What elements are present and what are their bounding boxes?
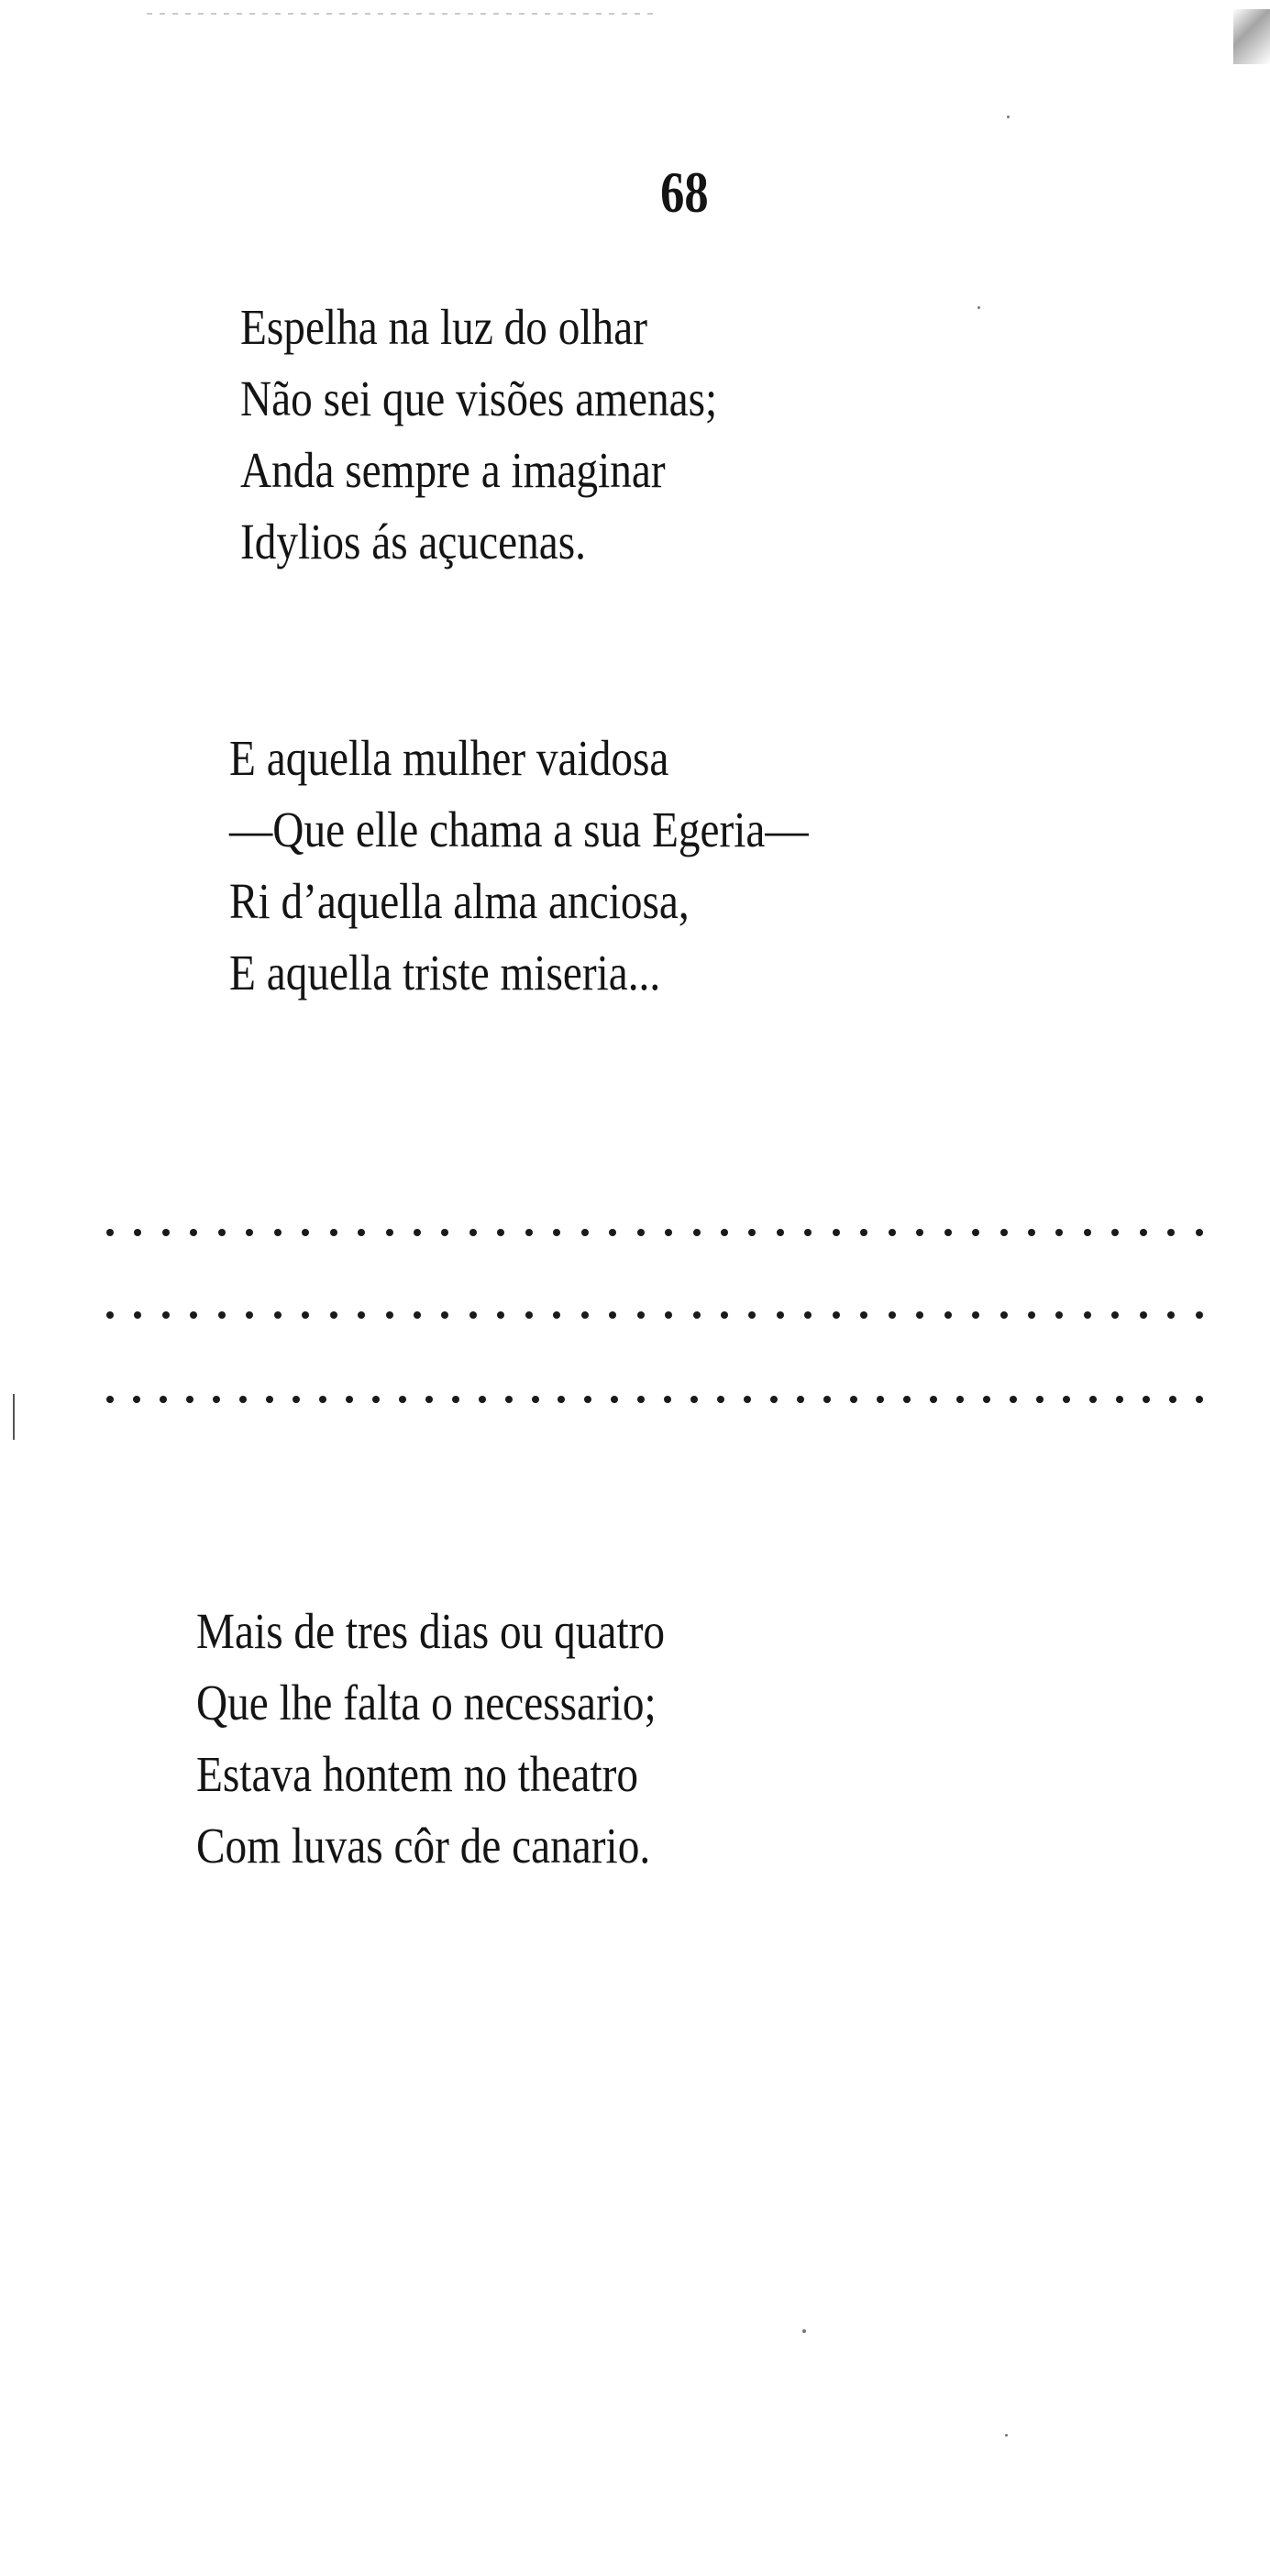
- ellipsis-dot: [903, 1396, 911, 1403]
- ellipsis-dot: [346, 1396, 353, 1403]
- verse-line: Estava hontem no theatro: [196, 1746, 639, 1802]
- ellipsis-row: [106, 1310, 1203, 1321]
- ellipsis-dot: [399, 1396, 406, 1403]
- ellipsis-dot: [804, 1229, 812, 1236]
- verse-line: E aquella triste miseria...: [229, 945, 661, 1001]
- ellipsis-dot: [833, 1229, 840, 1236]
- ellipsis-dot: [721, 1229, 728, 1236]
- verse-line: Espelha na luz do olhar: [240, 299, 647, 355]
- stanza-1: [240, 292, 795, 578]
- ellipsis-dot: [581, 1229, 589, 1236]
- ellipsis-dot: [274, 1229, 282, 1236]
- ellipsis-dot: [972, 1311, 979, 1319]
- ellipsis-dot: [777, 1311, 784, 1319]
- ellipsis-dot: [1167, 1229, 1175, 1236]
- ellipsis-dot: [186, 1396, 193, 1403]
- ellipsis-dot: [1000, 1229, 1008, 1236]
- ellipsis-dot: [162, 1229, 170, 1236]
- ellipsis-dot: [553, 1229, 560, 1236]
- ellipsis-dot: [266, 1396, 273, 1403]
- ellipsis-dot: [693, 1311, 701, 1319]
- ellipsis-row: [106, 1227, 1203, 1238]
- verse-line: E aquella mulher vaidosa: [229, 730, 669, 786]
- ellipsis-dot: [823, 1396, 831, 1403]
- ellipsis-dot: [944, 1311, 952, 1319]
- ellipsis-dot: [611, 1396, 618, 1403]
- verse-line: Com luvas côr de canario.: [196, 1818, 651, 1874]
- ellipsis-dot: [441, 1229, 448, 1236]
- ellipsis-dot: [1036, 1396, 1044, 1403]
- ellipsis-dot: [748, 1229, 756, 1236]
- ellipsis-dot: [1167, 1311, 1175, 1319]
- ellipsis-dot: [609, 1229, 616, 1236]
- ellipsis-dot: [944, 1229, 952, 1236]
- ellipsis-dot: [1084, 1311, 1091, 1319]
- ellipsis-dot: [1143, 1396, 1150, 1403]
- ellipsis-dot: [637, 1396, 645, 1403]
- ellipsis-dot: [1000, 1311, 1008, 1319]
- ellipsis-dot: [425, 1396, 433, 1403]
- ellipsis-dot: [1140, 1311, 1147, 1319]
- ellipsis-dot: [983, 1396, 990, 1403]
- ellipsis-dot: [1169, 1396, 1176, 1403]
- ellipsis-dot: [889, 1229, 896, 1236]
- scan-speck: [1007, 116, 1010, 118]
- ellipsis-row: [106, 1394, 1203, 1405]
- ellipsis-dot: [106, 1311, 114, 1319]
- scan-speck: [977, 306, 980, 309]
- ellipsis-dot: [330, 1311, 337, 1319]
- ellipsis-dot: [386, 1311, 393, 1319]
- ellipsis-dot: [213, 1396, 220, 1403]
- ellipsis-dot: [665, 1229, 672, 1236]
- scan-speck: [1005, 2434, 1008, 2437]
- ellipsis-dot: [274, 1311, 282, 1319]
- verse-line: Mais de tres dias ou quatro: [196, 1603, 666, 1659]
- ellipsis-dot: [770, 1396, 778, 1403]
- ellipsis-dot: [358, 1229, 365, 1236]
- verse-line: Idylios ás açucenas.: [240, 514, 586, 569]
- scan-speck: [802, 2329, 806, 2333]
- ellipsis-dot: [860, 1229, 867, 1236]
- ellipsis-dot: [302, 1229, 309, 1236]
- ellipsis-dot: [1196, 1311, 1203, 1319]
- ellipsis-dot: [717, 1396, 724, 1403]
- scan-artifact-margin-mark: [13, 1394, 15, 1440]
- ellipsis-dot: [386, 1229, 393, 1236]
- ellipsis-dot: [358, 1311, 365, 1319]
- ellipsis-dot: [532, 1396, 539, 1403]
- ellipsis-dot: [134, 1229, 141, 1236]
- ellipsis-dot: [134, 1311, 141, 1319]
- ellipsis-dot: [330, 1229, 337, 1236]
- ellipsis-dot: [889, 1311, 896, 1319]
- ellipsis-dot: [218, 1311, 226, 1319]
- ellipsis-dot: [302, 1311, 309, 1319]
- ellipsis-dot: [972, 1229, 979, 1236]
- ellipsis-dot: [106, 1229, 114, 1236]
- verse-line: —Que elle chama a sua Egeria—: [229, 802, 809, 857]
- ellipsis-dot: [1084, 1229, 1091, 1236]
- ellipsis-dot: [190, 1311, 197, 1319]
- ellipsis-dot: [239, 1396, 247, 1403]
- scan-artifact-corner: [1233, 9, 1270, 64]
- ellipsis-dot: [246, 1311, 253, 1319]
- ellipsis-dot: [558, 1396, 565, 1403]
- verse-line: Não sei que visões amenas;: [240, 370, 718, 426]
- ellipsis-dot: [1055, 1229, 1063, 1236]
- ellipsis-dot: [218, 1229, 226, 1236]
- ellipsis-dot: [721, 1311, 728, 1319]
- ellipsis-dot: [1063, 1396, 1070, 1403]
- ellipsis-dot: [246, 1229, 253, 1236]
- ellipsis-dot: [190, 1229, 197, 1236]
- ellipsis-dot: [1111, 1229, 1119, 1236]
- ellipsis-dot: [690, 1396, 698, 1403]
- page-number: 68: [660, 160, 709, 225]
- ellipsis-dot: [1010, 1396, 1017, 1403]
- ellipsis-dot: [1089, 1396, 1097, 1403]
- stanza-3: [196, 1596, 741, 1882]
- ellipsis-dot: [956, 1396, 964, 1403]
- ellipsis-dot: [581, 1311, 589, 1319]
- ellipsis-dot: [319, 1396, 326, 1403]
- ellipsis-dot: [1196, 1229, 1203, 1236]
- ellipsis-dot: [1111, 1311, 1119, 1319]
- ellipsis-dot: [777, 1229, 784, 1236]
- ellipsis-dot: [609, 1311, 616, 1319]
- ellipsis-dot: [916, 1311, 923, 1319]
- ellipsis-dot: [797, 1396, 804, 1403]
- ellipsis-dot: [525, 1229, 533, 1236]
- ellipsis-dot: [505, 1396, 513, 1403]
- ellipsis-dot: [293, 1396, 300, 1403]
- ellipsis-dot: [804, 1311, 812, 1319]
- ellipsis-dot: [133, 1396, 140, 1403]
- ellipsis-dot: [693, 1229, 701, 1236]
- ellipsis-dot: [916, 1229, 923, 1236]
- ellipsis-dot: [1028, 1311, 1035, 1319]
- ellipsis-dot: [414, 1311, 421, 1319]
- ellipsis-dot: [748, 1311, 756, 1319]
- verse-line: Anda sempre a imaginar: [240, 442, 666, 498]
- ellipsis-dot: [162, 1311, 170, 1319]
- ellipsis-dot: [665, 1311, 672, 1319]
- ellipsis-dot: [584, 1396, 591, 1403]
- ellipsis-dot: [877, 1396, 884, 1403]
- ellipsis-dot: [452, 1396, 459, 1403]
- ellipsis-dot: [106, 1396, 114, 1403]
- ellipsis-dot: [637, 1311, 645, 1319]
- ellipsis-dot: [860, 1311, 867, 1319]
- stanza-2: [229, 723, 903, 1009]
- verse-line: Que lhe falta o necessario;: [196, 1675, 657, 1730]
- ellipsis-dot: [160, 1396, 167, 1403]
- ellipsis-dot: [637, 1229, 645, 1236]
- scan-artifact-top: [147, 13, 660, 15]
- verse-line: Ri d’aquella alma anciosa,: [229, 873, 690, 929]
- ellipsis-dot: [553, 1311, 560, 1319]
- ellipsis-dot: [1055, 1311, 1063, 1319]
- ellipsis-dot: [525, 1311, 533, 1319]
- ellipsis-dot: [1140, 1229, 1147, 1236]
- ellipsis-dot: [469, 1229, 477, 1236]
- ellipsis-dot: [930, 1396, 937, 1403]
- ellipsis-dot: [850, 1396, 857, 1403]
- ellipsis-dot: [497, 1229, 504, 1236]
- ellipsis-dot: [664, 1396, 671, 1403]
- ellipsis-dot: [414, 1229, 421, 1236]
- ellipsis-dot: [441, 1311, 448, 1319]
- ellipsis-dot: [497, 1311, 504, 1319]
- ellipsis-dot: [1116, 1396, 1123, 1403]
- ellipsis-dot: [833, 1311, 840, 1319]
- ellipsis-dot: [372, 1396, 380, 1403]
- ellipsis-dot: [1028, 1229, 1035, 1236]
- ellipsis-dot: [1196, 1396, 1203, 1403]
- ellipsis-dot: [744, 1396, 751, 1403]
- ellipsis-dot: [479, 1396, 486, 1403]
- ellipsis-dot: [469, 1311, 477, 1319]
